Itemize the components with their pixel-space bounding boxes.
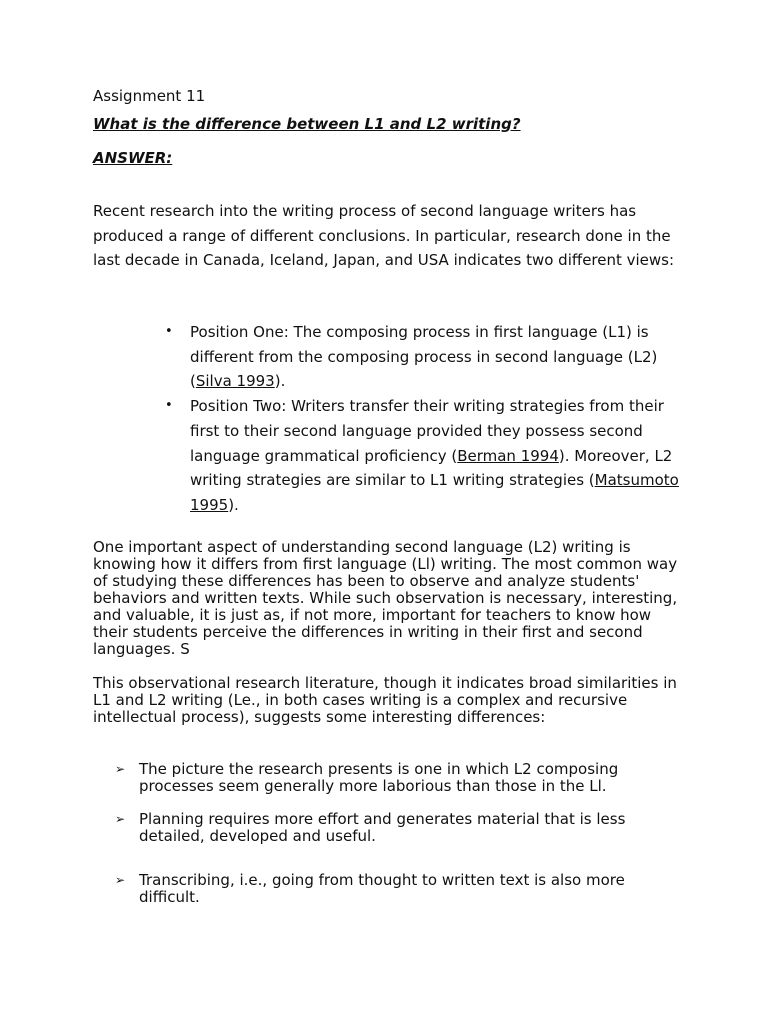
bullet-dot-icon: • — [165, 324, 173, 339]
difference-list-2 — [115, 811, 675, 845]
list-item-position-one — [165, 320, 685, 394]
position-two-close: ). — [228, 495, 239, 514]
position-two-middle: ). Moreover, L2 writing strategies are similar to L1 writing strategies ( — [190, 446, 673, 490]
assignment-title: Assignment 11 — [93, 87, 206, 105]
list-item-difference — [115, 761, 675, 795]
positions-list — [165, 320, 685, 518]
aspect-paragraph: One important aspect of understanding second language (L2) writing is knowing how it differs from first language (Ll) writing. The most common way of studying these differences has been to observe and analyze students' behaviors and written texts. While such observation is necessary, interesting, and valuable, it is just as, if not more, important for teachers to know how their students perceive the differences in writing in their first and second languages. S — [93, 538, 678, 658]
list-item-position-two — [165, 394, 685, 518]
question-heading: What is the difference between L1 and L2 writing? — [93, 115, 521, 133]
arrow-bullet-icon: ➢ — [115, 873, 126, 887]
arrow-bullet-icon: ➢ — [115, 762, 126, 776]
citation-link-berman[interactable]: Berman 1994 — [457, 446, 559, 465]
answer-label: ANSWER: — [93, 149, 173, 167]
list-item-difference — [115, 811, 675, 845]
list-item-difference — [115, 872, 675, 906]
difference-list-1 — [115, 761, 675, 795]
difference-text: Transcribing, i.e., going from thought to written text is also more difficult. — [139, 871, 625, 906]
arrow-bullet-icon: ➢ — [115, 812, 126, 826]
position-two-text: Position Two: Writers transfer their writing strategies from their first to their second language provided they possess second language grammatical proficiency ( — [190, 397, 664, 465]
position-one-close: ). — [274, 372, 286, 391]
difference-text: Planning requires more effort and generates material that is less detailed, developed and useful. — [139, 810, 626, 845]
position-one-text: Position One: The composing process in first language (L1) is different from the composing process in second language (L2) ( — [190, 323, 658, 391]
observational-paragraph: This observational research literature, though it indicates broad similarities in L1 and L2 writing (Le., in both cases writing is a complex and recursive intellectual process), suggests some interesting differences: — [93, 674, 677, 726]
intro-paragraph: Recent research into the writing process of second language writers has produced a range of different conclusions. In particular, research done in the last decade in Canada, Iceland, Japan, and USA indicates two different views: — [93, 202, 675, 270]
citation-link-matsumoto[interactable]: Matsumoto 1995 — [190, 471, 679, 514]
difference-text: The picture the research presents is one in which L2 composing processes seem generally more laborious than those in the Ll. — [139, 760, 619, 795]
difference-list-3 — [115, 872, 675, 906]
bullet-dot-icon: • — [165, 398, 173, 414]
citation-link-silva[interactable]: Silva 1993 — [195, 372, 275, 391]
